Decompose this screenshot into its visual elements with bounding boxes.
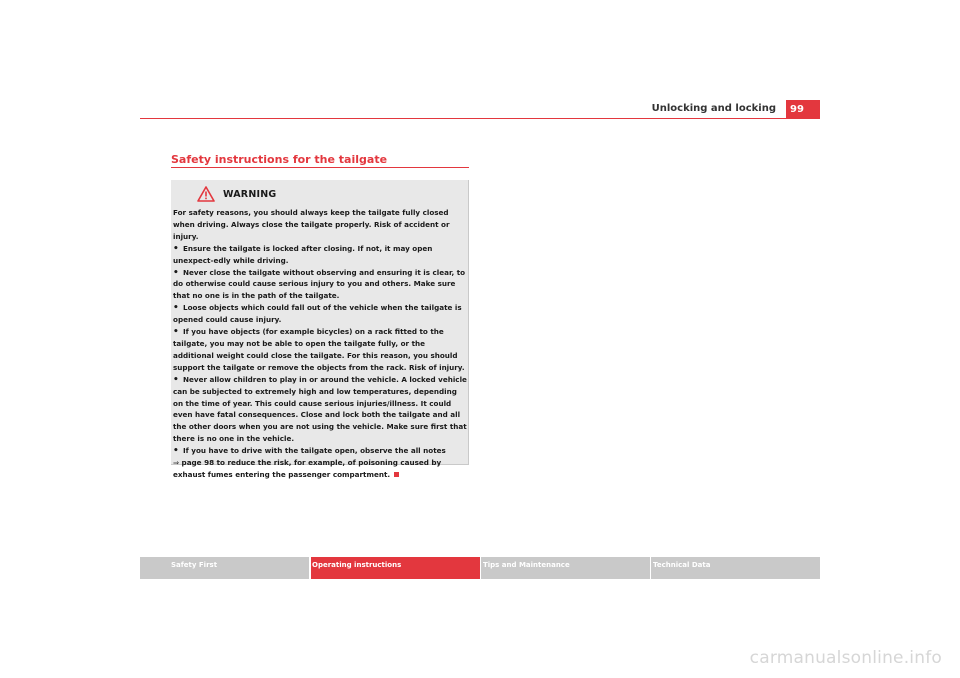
warning-label: WARNING bbox=[223, 188, 277, 200]
watermark: carmanualsonline.info bbox=[749, 648, 942, 668]
warning-box bbox=[171, 180, 469, 479]
section-title: Safety instructions for the tailgate bbox=[171, 153, 388, 166]
warning-bullet: • If you have objects (for example bicycles) on a rack fitted to the tailgate, you may not be able to open the tailgate fully, or the additional weight could close the tailgate. For this reason, you should support the tailgate or remove the objects from the rack. Risk of injury. bbox=[173, 327, 465, 372]
warning-bullet: • If you have to drive with the tailgate open, observe the all notes ⇒ page 98 to reduce the risk, for example, of poisoning caused by exhaust fumes entering the passenger compartment. bbox=[173, 446, 446, 479]
footer-tab-label: Technical Data bbox=[653, 561, 711, 569]
footer-tab-technical-data[interactable] bbox=[651, 557, 820, 579]
page-reference-text: page 98 to reduce the risk, for example, of poisoning caused by exhaust fumes entering the passenger compartment. bbox=[173, 458, 442, 479]
warning-triangle-icon bbox=[197, 186, 215, 202]
footer-tab-tips-and-maintenance[interactable] bbox=[481, 557, 650, 579]
warning-bullet: • Never allow children to play in or around the vehicle. A locked vehicle can be subjected to extremely high and low temperatures, depending on the time of year. This could cause serious injuries/illness. It could even have fatal consequences. Close and lock both the tailgate and all the other doors when you are not using the vehicle. Make sure first that there is no one in the vehicle. bbox=[173, 374, 467, 444]
footer-tab-label: Tips and Maintenance bbox=[483, 561, 570, 569]
warning-bullet: • Ensure the tailgate is locked after closing. If not, it may open unexpect-edly while driving. bbox=[173, 243, 433, 265]
end-of-section-mark bbox=[394, 472, 399, 477]
footer-tab-safety-first[interactable] bbox=[140, 557, 309, 579]
page-reference-arrow[interactable]: ⇒ bbox=[173, 458, 180, 468]
warning-bullet: • Never close the tailgate without observing and ensuring it is clear, to do otherwise could cause serious injury to you and others. Make sure that no one is in the path of the tailgate. bbox=[173, 267, 466, 301]
footer-tab-label: Operating instructions bbox=[312, 561, 402, 569]
footer-tab-label: Safety First bbox=[171, 561, 218, 569]
header-title: Unlocking and locking bbox=[651, 103, 776, 114]
warning-intro: For safety reasons, you should always keep the tailgate fully closed when driving. Always close the tailgate properly. Risk of accident or injury. bbox=[173, 208, 450, 241]
warning-header bbox=[197, 186, 276, 202]
footer-tab-operating-instructions[interactable] bbox=[311, 557, 480, 579]
warning-bullet: • Loose objects which could fall out of the vehicle when the tailgate is opened could cause injury. bbox=[173, 303, 462, 325]
warning-body bbox=[173, 207, 467, 481]
header-rule bbox=[140, 118, 820, 119]
page-number: 99 bbox=[786, 100, 820, 118]
section-rule bbox=[171, 167, 469, 168]
